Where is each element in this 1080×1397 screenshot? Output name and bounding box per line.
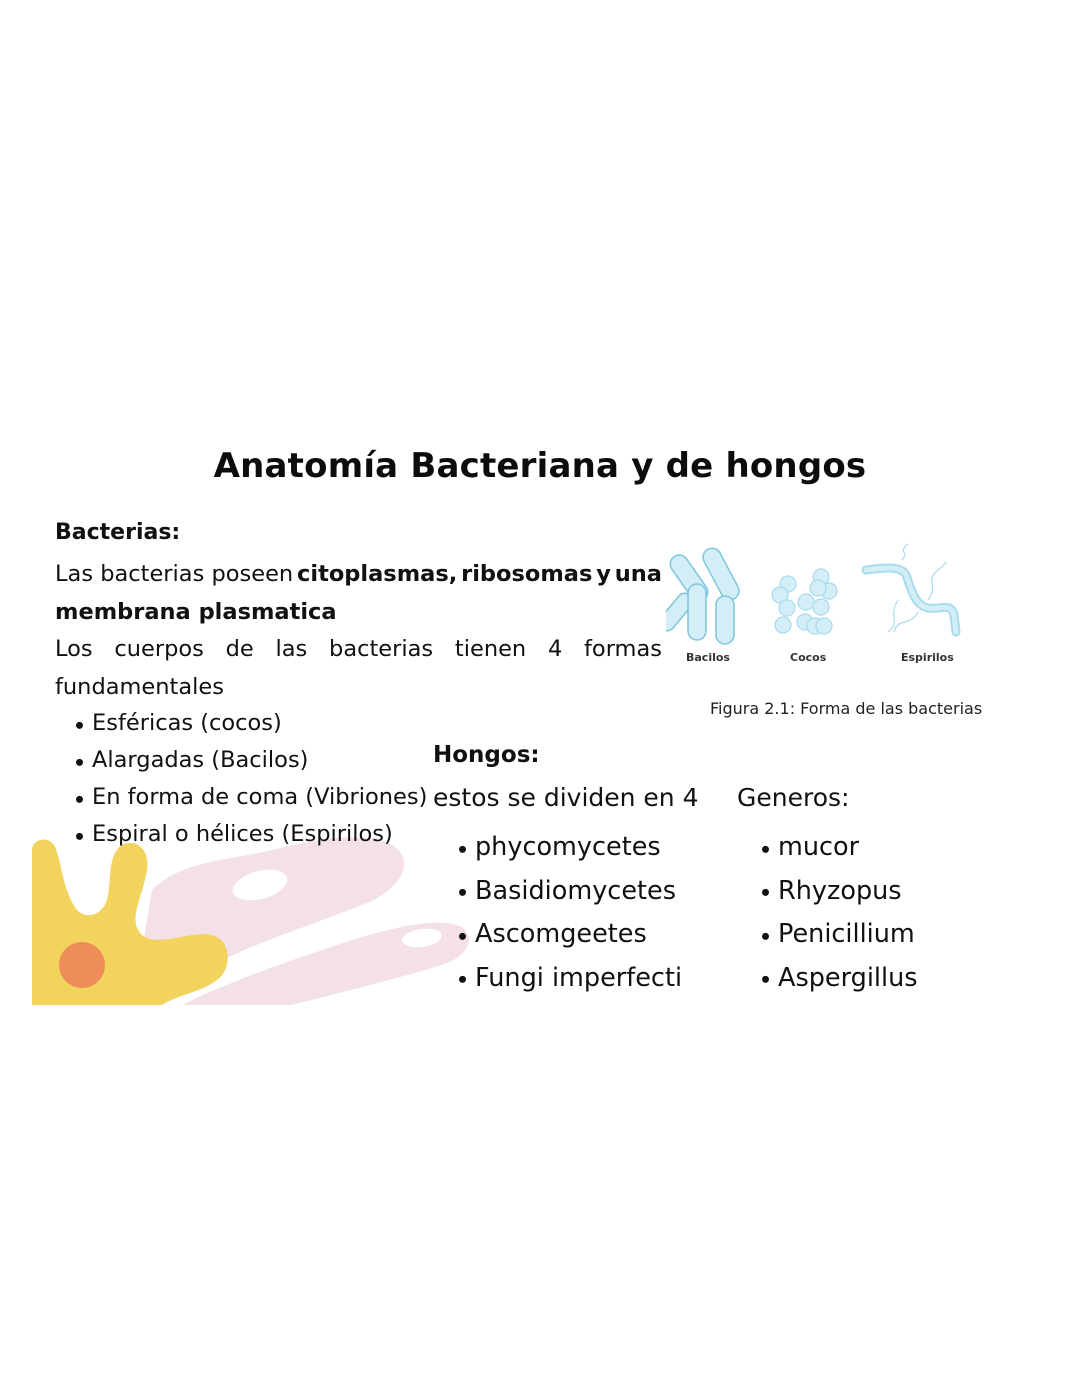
orange-dot (59, 942, 105, 988)
word: de (225, 636, 254, 662)
bold-word: ribosomas (461, 561, 593, 587)
word: bacterias (329, 636, 434, 662)
cocos-illustration (772, 569, 837, 634)
cocos-label: Cocos (790, 651, 827, 664)
paragraph-bold-line: membrana plasmatica (55, 598, 337, 625)
bacilos-label: Bacilos (686, 651, 730, 664)
list-item: Espiral o hélices (Espirilos) (74, 816, 427, 853)
list-item: Ascomgeetes (457, 913, 682, 957)
paragraph-text-normal: Las bacterias poseen (55, 561, 294, 587)
word: cuerpos (114, 636, 204, 662)
bold-word: una (614, 561, 662, 587)
hongos-heading: Hongos: (433, 742, 540, 768)
hongos-divisions-list (457, 826, 682, 1000)
espirilos-label: Espirilos (901, 651, 954, 664)
list-item: Basidiomycetes (457, 870, 682, 914)
generos-heading: Generos: (737, 783, 850, 812)
list-item: mucor (760, 826, 918, 870)
bold-word: y (596, 561, 611, 587)
bacteria-shapes-list (74, 705, 427, 853)
generos-list (760, 826, 918, 1000)
page-title: Anatomía Bacteriana y de hongos (213, 446, 867, 486)
list-item: Esféricas (cocos) (74, 705, 427, 742)
espirilos-illustration (866, 544, 956, 632)
paragraph-line-1 (55, 556, 662, 594)
hongos-subtitle: estos se dividen en 4 (433, 783, 699, 812)
list-item: Penicillium (760, 913, 918, 957)
paragraph-line-3 (55, 631, 662, 669)
word: formas (584, 636, 662, 662)
bacilos-illustration (666, 545, 742, 644)
word: tienen (454, 636, 527, 662)
list-item: Fungi imperfecti (457, 957, 682, 1001)
paragraph-line-4: fundamentales (55, 673, 224, 700)
list-item: Aspergillus (760, 957, 918, 1001)
list-item: Rhyzopus (760, 870, 918, 914)
bacterias-heading: Bacterias: (55, 520, 181, 545)
word: Los (55, 636, 93, 662)
word: 4 (547, 636, 563, 662)
word: las (275, 636, 308, 662)
bacterias-paragraph (55, 556, 662, 706)
bold-word: citoplasmas, (297, 561, 458, 587)
list-item: Alargadas (Bacilos) (74, 742, 427, 779)
figure-caption: Figura 2.1: Forma de las bacterias (710, 699, 983, 718)
bacteria-illustration (666, 540, 966, 650)
bacteria-shapes-figure (666, 540, 966, 670)
list-item: phycomycetes (457, 826, 682, 870)
list-item: En forma de coma (Vibriones) (74, 779, 427, 816)
